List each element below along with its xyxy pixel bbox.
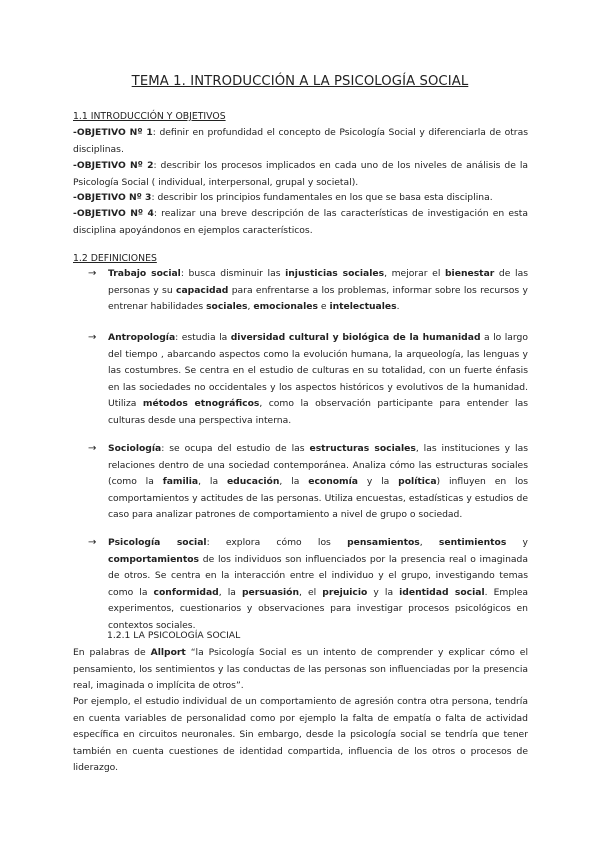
- definition-item-sociologia: [88, 441, 528, 524]
- text-run: , mejorar el: [384, 268, 445, 279]
- arrow-icon: →: [88, 332, 97, 343]
- bold-term: sociales: [206, 301, 248, 312]
- text-run: , la: [218, 586, 242, 598]
- bold-term: identidad social: [399, 586, 485, 598]
- text-run: : estudia la: [175, 332, 231, 343]
- definition-item-antropologia: [88, 330, 528, 429]
- text-run: : busca disminuir las: [180, 268, 286, 279]
- section-heading-intro: 1.1 INTRODUCCIÓN Y OBJETIVOS: [73, 111, 226, 122]
- objective-label: -OBJETIVO Nº 2: [73, 160, 154, 171]
- text-run: , la: [198, 476, 227, 487]
- bold-term: educación: [226, 476, 280, 487]
- text-run: .: [396, 301, 400, 312]
- bold-term: estructuras sociales: [309, 443, 416, 454]
- bold-term: comportamientos: [108, 553, 200, 565]
- text-run: . Emplea experimentos, cuestionarios y observaciones para investigar procesos psicológicos en contextos sociales.: [108, 586, 528, 631]
- bold-term: política: [398, 476, 437, 487]
- bold-term: persuasión: [241, 586, 300, 598]
- text-run: ,: [419, 537, 439, 548]
- text-run: , el: [299, 586, 323, 598]
- bold-term: sentimientos: [438, 537, 507, 548]
- text-run: de los individuos son influenciados por la presencia real o imaginada de otros. Se centra en la interacción entre el individuo y el grupo, investigando temas como la: [108, 553, 528, 598]
- bold-term: capacidad: [176, 284, 229, 296]
- definition-text: [108, 266, 528, 316]
- text-run: “la Psicología Social es un intento de comprender y explicar cómo el pensamiento, los sentimientos y las conductas de las personas son influenciadas por la presencia real, imaginada o implícita de otros”.: [73, 647, 529, 691]
- arrow-icon: →: [88, 443, 97, 454]
- bold-term: Psicología social: [108, 537, 207, 548]
- bold-term: emocionales: [253, 301, 318, 312]
- objective-text: : describir los principios fundamentales en los que se basa esta disciplina.: [151, 192, 493, 203]
- text-run: de las personas y su: [108, 268, 528, 296]
- example-paragraph: [73, 694, 528, 777]
- objective-text: : describir los procesos implicados en cada uno de los niveles de análisis de la Psicología Social ( individual, interpersonal, grupal y societal).: [73, 160, 528, 188]
- objective-label: -OBJETIVO Nº 1: [73, 127, 153, 138]
- objective-4: [73, 206, 528, 239]
- text-run: ) influyen en los comportamientos y actitudes de las personas. Utiliza encuestas, estadísticas y estudios de caso para analizar patrones de comportamiento a nivel de grupo o sociedad.: [108, 476, 528, 520]
- bold-term: Sociología: [108, 443, 162, 454]
- objective-1: [73, 125, 528, 158]
- objective-label: -OBJETIVO Nº 3: [73, 192, 152, 203]
- text-run: , la: [279, 476, 309, 487]
- subsection-heading: 1.2.1 LA PSICOLOGÍA SOCIAL: [107, 630, 241, 641]
- text-run: , como la observación participante para entender las culturas desde una perspectiva interna.: [108, 398, 529, 426]
- document-title: TEMA 1. INTRODUCCIÓN A LA PSICOLOGÍA SOCIAL: [131, 74, 469, 89]
- section-heading-definitions: 1.2 DEFINICIONES: [73, 253, 157, 264]
- definition-item-trabajo-social: [88, 266, 528, 316]
- text-run: : explora cómo los: [206, 537, 348, 548]
- text-run: , las instituciones y las relaciones dentro de una sociedad contemporánea. Analiza cómo las estructuras sociales (como la: [108, 443, 528, 487]
- text-run: y la: [367, 586, 400, 598]
- text-run: a lo largo del tiempo , abarcando aspectos como la evolución humana, la arqueología, las lenguas y las costumbres. Se centra en el estudio de culturas en su totalidad, con un fuerte énfasis en las sociedades no occidentales y los aspectos históricos y evolutivos de la humanidad. Utiliza: [108, 332, 528, 409]
- definition-item-psicologia-social: [88, 535, 528, 634]
- definition-text: [108, 535, 528, 634]
- definition-text: [108, 330, 528, 429]
- bold-term: diversidad cultural y biológica de la humanidad: [230, 332, 481, 343]
- bold-term: prejuicio: [322, 586, 368, 598]
- bold-term: conformidad: [153, 586, 219, 598]
- bold-term: Trabajo social: [108, 268, 181, 279]
- objective-text: : realizar una breve descripción de las características de investigación en esta disciplina apoyándonos en ejemplos característicos.: [73, 208, 528, 236]
- allport-paragraph: [73, 645, 528, 695]
- bold-term: intelectuales: [329, 301, 397, 312]
- objective-text: : definir en profundidad el concepto de Psicología Social y diferenciarla de otras disciplinas.: [73, 127, 528, 155]
- objective-label: -OBJETIVO Nº 4: [73, 208, 154, 219]
- text-run: Por ejemplo, el estudio individual de un comportamiento de agresión contra otra persona, tendría en cuenta variables de personalidad como por ejemplo la falta de empatía o falta de actividad específica en circuitos neuronales. Sin embargo, desde la psicología social se tendría que tener también en cuenta cuestiones de identidad compartida, influencia de los otros o procesos de liderazgo.: [73, 696, 528, 773]
- bold-term: Allport: [150, 647, 186, 658]
- objective-2: [73, 158, 528, 191]
- bold-term: familia: [162, 476, 199, 487]
- arrow-icon: →: [88, 268, 97, 279]
- bold-term: economía: [308, 476, 358, 487]
- bold-term: bienestar: [444, 268, 495, 279]
- text-run: En palabras de: [73, 647, 151, 658]
- bold-term: pensamientos: [347, 537, 420, 548]
- text-run: ,: [247, 301, 254, 312]
- bold-term: injusticias sociales: [285, 268, 385, 279]
- bold-term: métodos etnográficos: [142, 398, 260, 409]
- text-run: e: [317, 301, 330, 312]
- bold-term: Antropología: [108, 332, 176, 343]
- objective-3: [73, 190, 528, 207]
- text-run: y: [506, 537, 528, 548]
- text-run: : se ocupa del estudio de las: [161, 443, 310, 454]
- definition-text: [108, 441, 528, 524]
- text-run: y la: [357, 476, 399, 487]
- arrow-icon: →: [88, 537, 97, 548]
- text-run: para enfrentarse a los problemas, informar sobre los recursos y entrenar habilidades: [108, 284, 528, 312]
